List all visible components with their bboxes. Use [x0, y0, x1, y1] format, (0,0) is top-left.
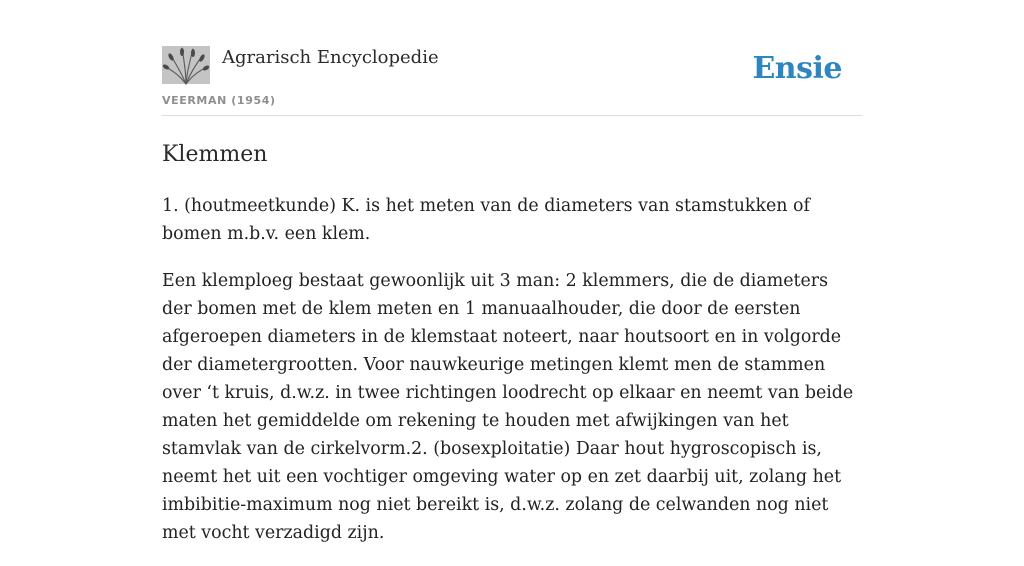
entry-body — [162, 192, 862, 566]
ensie-logo[interactable]: Ensie — [752, 51, 842, 86]
book-title[interactable]: Agrarisch Encyclopedie — [222, 47, 439, 68]
entry-paragraph: 1. (houtmeetkunde) K. is het meten van de diameters van stamstukken of bomen m.b.v. een klem. — [162, 196, 810, 244]
book-header — [162, 0, 862, 116]
entry-paragraph: Een klemploeg bestaat gewoonlijk uit 3 man: 2 klemmers, die de diameters der bomen met de klem meten en 1 manuaalhouder, die door de eersten afgeroepen diameters in de klemstaat noteert, naar houtsoort en in volgorde der diametergrootten. Voor nauwkeurige metingen klemt men de stammen over ‘t kruis, d.w.z. in twee richtingen loodrecht op elkaar en neemt van beide maten het gemiddelde om rekening te houden met afwijkingen van het stamvlak van de cirkelvorm.2. (bosexploitatie) Daar hout hygroscopisch is, neemt het uit een vochtiger omgeving water op en zet daarbij uit, zolang het imbibitie-maximum nog niet bereikt is, d.w.z. zolang de celwanden nog niet met vocht verzadigd zijn. — [162, 271, 854, 543]
book-author-year: VEERMAN (1954) — [162, 94, 276, 107]
wheat-illustration-icon[interactable] — [162, 46, 210, 84]
page — [162, 0, 862, 543]
entry-title: Klemmen — [162, 142, 268, 167]
